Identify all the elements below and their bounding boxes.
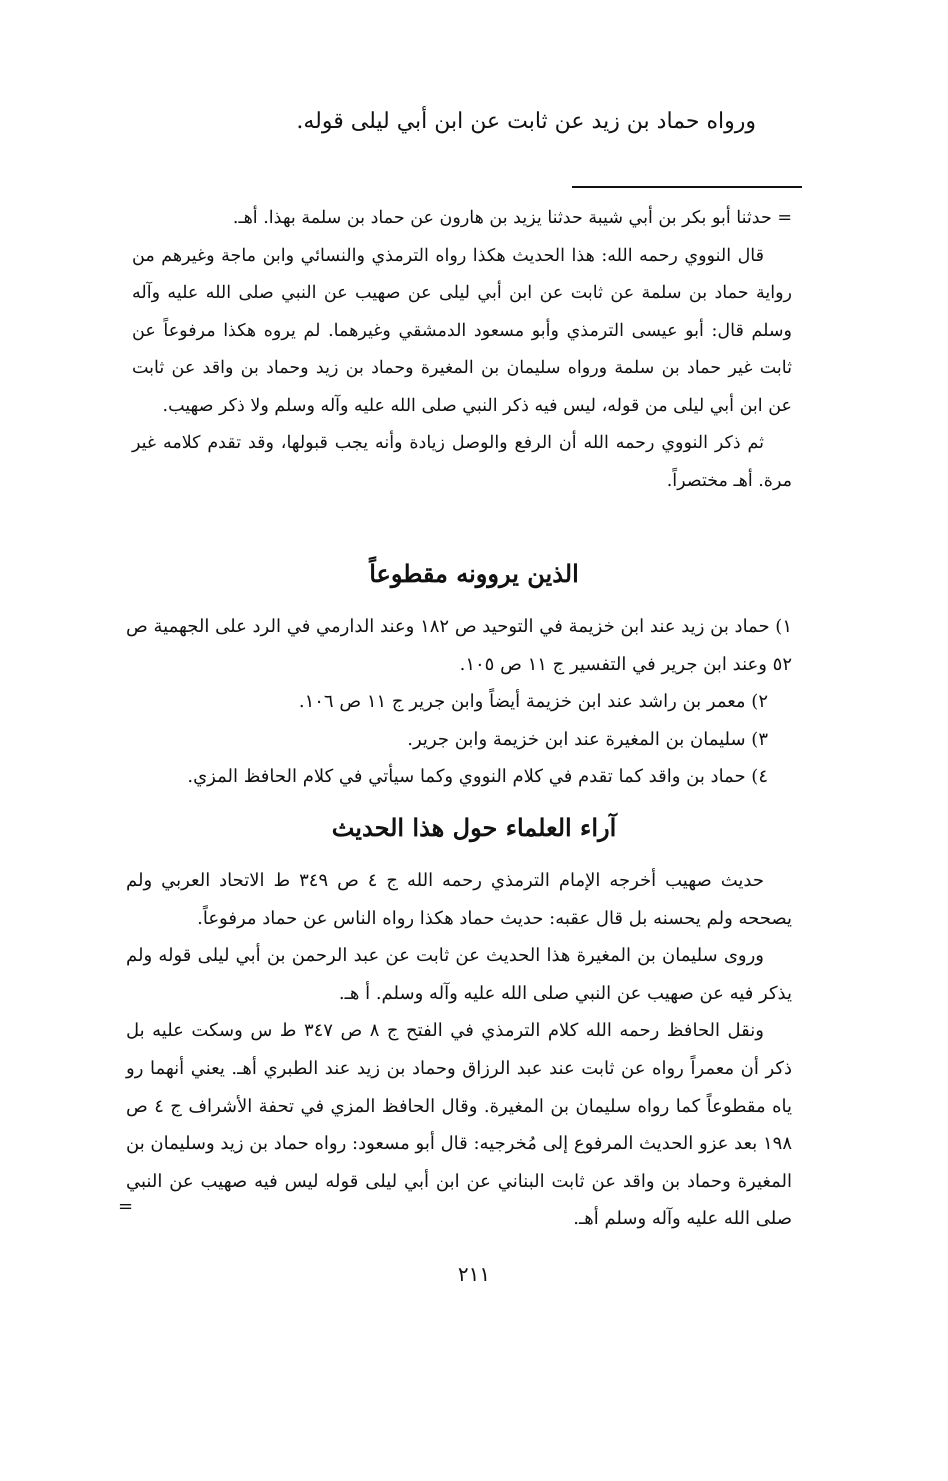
footnote-continuation: = حدثنا أبو بكر بن أبي شيبة حدثنا يزيد بن هارون عن حماد بن سلمة بهذا. أهـ. bbox=[232, 208, 792, 228]
body-paragraph: ونقل الحافظ رحمه الله كلام الترمذي في الفتح ج ٨ ص ٣٤٧ ط س وسكت عليه بل ذكر أن معمراً رواه عن ثابت عند عبد الرزاق وحماد بن زيد عند الطبري أهـ. يعني أنهما رو ياه مقطوعاً كما رواه سليمان بن المغيرة. وقال الحافظ المزي في تحفة الأشراف ج ٤ ص ١٩٨ بعد عزو الحديث المرفوع إلى مُخرجيه: قال أبو مسعود: رواه حماد بن زيد وسليمان بن المغيرة وحماد بن واقد عن ثابت البناني عن ابن أبي ليلى قوله ليس فيه صهيب عن النبي صلى الله عليه وآله وسلم أهـ. bbox=[126, 1020, 793, 1230]
list-item: ٤) حماد بن واقد كما تقدم في كلام النووي وكما سيأتي في كلام الحافظ المزي. bbox=[187, 766, 768, 787]
list-item: ٣) سليمان بن المغيرة عند ابن خزيمة وابن جرير. bbox=[407, 728, 768, 750]
body-text bbox=[126, 862, 792, 1238]
footnote-paragraph: قال النووي رحمه الله: هذا الحديث هكذا رواه الترمذي والنسائي وابن ماجة وغيرهم من رواية حماد بن سلمة عن ثابت عن ابن أبي ليلى عن صهيب عن النبي صلى الله عليه وآله وسلم قال: أبو عيسى الترمذي وأبو مسعود الدمشقي وغيرهما. لم يروه هكذا مرفوعاً عن ثابت غير حماد بن سلمة ورواه سليمان بن المغيرة وحماد بن زيد وحماد بن واقد عن ثابت عن ابن أبي ليلى من قوله، ليس فيه ذكر النبي صلى الله عليه وآله وسلم ولا ذكر صهيب. bbox=[132, 245, 792, 416]
continuation-mark: = bbox=[118, 1196, 134, 1217]
page-number: ٢١١ bbox=[457, 1262, 491, 1286]
footnote-divider bbox=[572, 186, 802, 188]
body-paragraph: وروى سليمان بن المغيرة هذا الحديث عن ثابت عن عبد الرحمن بن أبي ليلى قوله ولم يذكر فيه عن صهيب عن النبي صلى الله عليه وآله وسلم. أ هـ. bbox=[126, 945, 792, 1004]
section-heading: آراء العلماء حول هذا الحديث bbox=[331, 813, 617, 842]
footnote-paragraph: ثم ذكر النووي رحمه الله أن الرفع والوصل زيادة وأنه يجب قبولها، وقد تقدم كلامه غير مرة. أهـ مختصراً. bbox=[132, 433, 792, 491]
body-paragraph: حديث صهيب أخرجه الإمام الترمذي رحمه الله ج ٤ ص ٣٤٩ ط الاتحاد العربي ولم يصححه ولم يحسنه بل قال عقبه: حديث حماد هكذا رواه الناس عن حماد مرفوعاً. bbox=[126, 870, 792, 929]
list-item: ١) حماد بن زيد عند ابن خزيمة في التوحيد ص ١٨٢ وعند الدارمي في الرد على الجهمية ص ٥٢ وعند ابن جرير في التفسير ج ١١ ص ١٠٥. bbox=[126, 616, 793, 675]
list-item: ٢) معمر بن راشد عند ابن خزيمة أيضاً وابن جرير ج ١١ ص ١٠٦. bbox=[298, 691, 768, 712]
footnote-block bbox=[132, 200, 792, 500]
section-heading: الذين يروونه مقطوعاً bbox=[369, 559, 579, 588]
narrators-list bbox=[126, 608, 792, 796]
main-text-line: ورواه حماد بن زيد عن ثابت عن ابن أبي ليلى قوله. bbox=[296, 109, 756, 134]
